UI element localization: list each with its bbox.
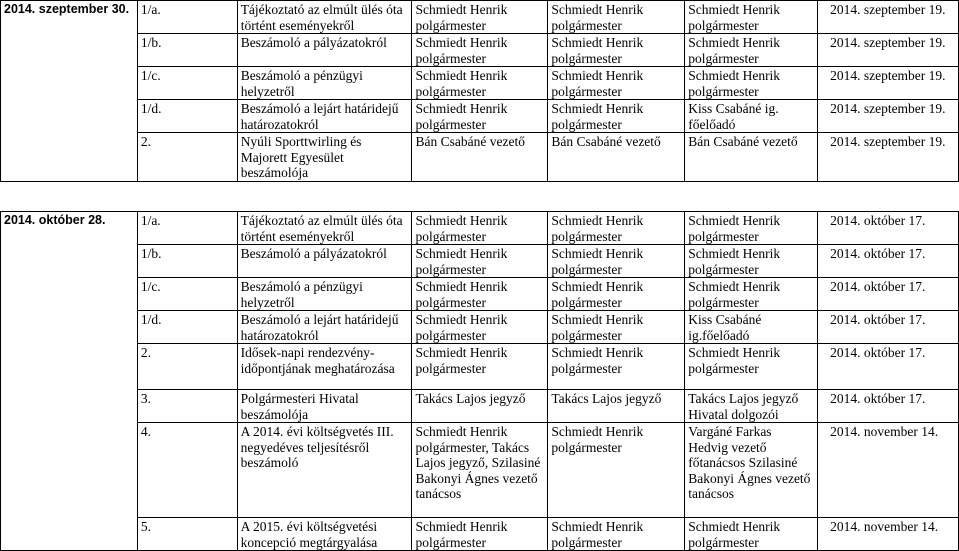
agenda-number-text: 2. xyxy=(140,345,151,360)
agenda-number xyxy=(137,311,237,344)
agenda-number xyxy=(137,1,237,34)
agenda-topic xyxy=(237,34,412,67)
meeting-table-october xyxy=(0,211,959,551)
deadline xyxy=(818,311,959,344)
agenda-topic-text: A 2014. évi költségvetés III. negyedéves teljesítésről beszámoló xyxy=(240,424,394,470)
presenter xyxy=(412,67,548,100)
preparer-text: Schmiedt Henrik polgármester xyxy=(688,35,781,66)
responsible xyxy=(548,278,685,311)
presenter-text: Schmiedt Henrik polgármester, Takács Lajos jegyző, Szilasiné Bakonyi Ágnes vezető tanácsos xyxy=(415,424,541,501)
responsible-text: Schmiedt Henrik polgármester xyxy=(551,101,644,132)
agenda-number-text: 4. xyxy=(140,424,151,439)
presenter xyxy=(412,278,548,311)
table-row xyxy=(1,212,959,245)
presenter xyxy=(412,390,548,423)
agenda-number-text: 1/b. xyxy=(140,35,162,50)
agenda-number xyxy=(137,212,237,245)
deadline xyxy=(818,212,959,245)
presenter xyxy=(412,100,548,133)
agenda-topic xyxy=(237,518,412,551)
agenda-number-text: 1/a. xyxy=(140,213,161,228)
agenda-number-text: 2. xyxy=(140,134,151,149)
responsible xyxy=(548,67,685,100)
agenda-topic-text: Nyúli Sporttwirling és Majorett Egyesület beszámolója xyxy=(240,134,362,180)
responsible xyxy=(548,212,685,245)
responsible-text: Schmiedt Henrik polgármester xyxy=(551,213,644,244)
presenter xyxy=(412,133,548,182)
preparer xyxy=(685,67,818,100)
preparer xyxy=(685,100,818,133)
responsible xyxy=(548,245,685,278)
deadline-text: 2014. szeptember 19. xyxy=(830,68,946,83)
presenter xyxy=(412,245,548,278)
preparer-text: Takács Lajos jegyző Hivatal dolgozói xyxy=(688,391,799,422)
agenda-number-text: 1/a. xyxy=(140,2,161,17)
preparer xyxy=(685,518,818,551)
responsible-text: Takács Lajos jegyző xyxy=(551,391,662,406)
responsible-text: Bán Csabáné vezető xyxy=(551,134,661,149)
presenter-text: Schmiedt Henrik polgármester xyxy=(415,2,508,33)
presenter-text: Takács Lajos jegyző xyxy=(415,391,526,406)
preparer-text: Schmiedt Henrik polgármester xyxy=(688,279,781,310)
preparer xyxy=(685,423,818,518)
responsible xyxy=(548,1,685,34)
deadline-text: 2014. október 17. xyxy=(830,246,926,261)
agenda-topic xyxy=(237,311,412,344)
agenda-number xyxy=(137,423,237,518)
preparer-text: Vargáné Farkas Hedvig vezető főtanácsos Szilasiné Bakonyi Ágnes vezető tanácsos xyxy=(688,424,811,501)
deadline-text: 2014. szeptember 19. xyxy=(830,101,946,116)
responsible-text: Schmiedt Henrik polgármester xyxy=(551,345,644,376)
table-row xyxy=(1,518,959,551)
preparer xyxy=(685,34,818,67)
presenter-text: Schmiedt Henrik polgármester xyxy=(415,345,508,376)
responsible xyxy=(548,34,685,67)
presenter xyxy=(412,34,548,67)
agenda-topic xyxy=(237,212,412,245)
preparer xyxy=(685,390,818,423)
deadline-text: 2014. szeptember 19. xyxy=(830,35,946,50)
responsible-text: Schmiedt Henrik polgármester xyxy=(551,424,644,455)
preparer xyxy=(685,278,818,311)
presenter xyxy=(412,1,548,34)
responsible-text: Schmiedt Henrik polgármester xyxy=(551,279,644,310)
agenda-topic xyxy=(237,100,412,133)
agenda-topic-text: Beszámoló a pénzügyi helyzetről xyxy=(240,279,363,310)
presenter xyxy=(412,344,548,390)
agenda-topic xyxy=(237,133,412,182)
responsible xyxy=(548,311,685,344)
preparer-text: Kiss Csabáné ig. főelőadó xyxy=(688,101,779,132)
deadline xyxy=(818,390,959,423)
deadline-text: 2014. október 17. xyxy=(830,213,926,228)
preparer xyxy=(685,133,818,182)
agenda-topic-text: Tájékoztató az elmúlt ülés óta történt eseményekről xyxy=(240,213,403,244)
deadline-text: 2014. október 17. xyxy=(830,391,926,406)
meeting-date: 2014. szeptember 30. xyxy=(1,1,138,182)
agenda-number-text: 1/b. xyxy=(140,246,162,261)
agenda-number-text: 1/c. xyxy=(140,279,161,294)
preparer xyxy=(685,1,818,34)
deadline xyxy=(818,518,959,551)
agenda-number xyxy=(137,278,237,311)
deadline xyxy=(818,1,959,34)
preparer xyxy=(685,344,818,390)
agenda-number xyxy=(137,344,237,390)
responsible-text: Schmiedt Henrik polgármester xyxy=(551,35,644,66)
deadline xyxy=(818,278,959,311)
presenter xyxy=(412,423,548,518)
agenda-topic-text: Beszámoló a pályázatokról xyxy=(240,246,387,261)
table-row xyxy=(1,245,959,278)
responsible-text: Schmiedt Henrik polgármester xyxy=(551,68,644,99)
agenda-topic xyxy=(237,245,412,278)
agenda-topic-text: Beszámoló a pénzügyi helyzetről xyxy=(240,68,363,99)
table-row xyxy=(1,423,959,518)
agenda-number-text: 1/d. xyxy=(140,312,162,327)
agenda-topic xyxy=(237,390,412,423)
preparer xyxy=(685,311,818,344)
preparer xyxy=(685,245,818,278)
meeting-date: 2014. október 28. xyxy=(1,212,138,551)
presenter-text: Schmiedt Henrik polgármester xyxy=(415,246,508,277)
agenda-topic-text: Tájékoztató az elmúlt ülés óta történt eseményekről xyxy=(240,2,403,33)
deadline xyxy=(818,133,959,182)
preparer-text: Schmiedt Henrik polgármester xyxy=(688,246,781,277)
agenda-number-text: 1/c. xyxy=(140,68,161,83)
table-row xyxy=(1,344,959,390)
agenda-topic xyxy=(237,423,412,518)
table-row xyxy=(1,1,959,34)
table-row xyxy=(1,390,959,423)
presenter xyxy=(412,311,548,344)
agenda-number-text: 5. xyxy=(140,519,151,534)
agenda-topic-text: Idősek-napi rendezvény-időpontjának meghatározása xyxy=(240,345,395,376)
preparer-text: Kiss Csabáné ig.főelőadó xyxy=(688,312,762,343)
agenda-number-text: 3. xyxy=(140,391,151,406)
preparer-text: Bán Csabáné vezető xyxy=(688,134,798,149)
agenda-topic xyxy=(237,278,412,311)
responsible-text: Schmiedt Henrik polgármester xyxy=(551,519,644,550)
deadline-text: 2014. szeptember 19. xyxy=(830,2,946,17)
deadline-text: 2014. november 14. xyxy=(830,519,939,534)
table-row xyxy=(1,100,959,133)
presenter-text: Bán Csabáné vezető xyxy=(415,134,525,149)
deadline xyxy=(818,34,959,67)
presenter-text: Schmiedt Henrik polgármester xyxy=(415,519,508,550)
agenda-number-text: 1/d. xyxy=(140,101,162,116)
agenda-topic xyxy=(237,67,412,100)
agenda-topic-text: Beszámoló a lejárt határidejű határozatokról xyxy=(240,101,399,132)
agenda-number xyxy=(137,34,237,67)
preparer-text: Schmiedt Henrik polgármester xyxy=(688,213,781,244)
responsible-text: Schmiedt Henrik polgármester xyxy=(551,312,644,343)
deadline-text: 2014. november 14. xyxy=(830,424,939,439)
presenter-text: Schmiedt Henrik polgármester xyxy=(415,279,508,310)
agenda-number xyxy=(137,518,237,551)
presenter-text: Schmiedt Henrik polgármester xyxy=(415,35,508,66)
agenda-topic-text: Beszámoló a pályázatokról xyxy=(240,35,387,50)
deadline-text: 2014. szeptember 19. xyxy=(830,134,946,149)
deadline-text: 2014. október 17. xyxy=(830,279,926,294)
presenter-text: Schmiedt Henrik polgármester xyxy=(415,213,508,244)
table-row xyxy=(1,34,959,67)
presenter xyxy=(412,212,548,245)
preparer-text: Schmiedt Henrik polgármester xyxy=(688,68,781,99)
preparer-text: Schmiedt Henrik polgármester xyxy=(688,519,781,550)
agenda-number xyxy=(137,133,237,182)
agenda-number xyxy=(137,390,237,423)
deadline xyxy=(818,423,959,518)
agenda-number xyxy=(137,67,237,100)
preparer xyxy=(685,212,818,245)
responsible xyxy=(548,100,685,133)
deadline-text: 2014. október 17. xyxy=(830,312,926,327)
deadline xyxy=(818,67,959,100)
responsible-text: Schmiedt Henrik polgármester xyxy=(551,2,644,33)
deadline-text: 2014. október 17. xyxy=(830,345,926,360)
deadline xyxy=(818,100,959,133)
responsible xyxy=(548,423,685,518)
agenda-topic xyxy=(237,1,412,34)
agenda-number xyxy=(137,245,237,278)
meeting-table-september xyxy=(0,0,959,182)
table-row xyxy=(1,278,959,311)
presenter-text: Schmiedt Henrik polgármester xyxy=(415,312,508,343)
responsible-text: Schmiedt Henrik polgármester xyxy=(551,246,644,277)
preparer-text: Schmiedt Henrik polgármester xyxy=(688,2,781,33)
agenda-topic-text: Beszámoló a lejárt határidejű határozatokról xyxy=(240,312,399,343)
agenda-topic-text: Polgármesteri Hivatal beszámolója xyxy=(240,391,359,422)
agenda-topic xyxy=(237,344,412,390)
preparer-text: Schmiedt Henrik polgármester xyxy=(688,345,781,376)
presenter-text: Schmiedt Henrik polgármester xyxy=(415,101,508,132)
responsible xyxy=(548,390,685,423)
presenter xyxy=(412,518,548,551)
agenda-number xyxy=(137,100,237,133)
presenter-text: Schmiedt Henrik polgármester xyxy=(415,68,508,99)
deadline xyxy=(818,344,959,390)
table-row xyxy=(1,67,959,100)
table-row xyxy=(1,311,959,344)
deadline xyxy=(818,245,959,278)
table-row xyxy=(1,133,959,182)
agenda-topic-text: A 2015. évi költségvetési koncepció megtárgyalása xyxy=(240,519,378,550)
responsible xyxy=(548,133,685,182)
responsible xyxy=(548,518,685,551)
responsible xyxy=(548,344,685,390)
